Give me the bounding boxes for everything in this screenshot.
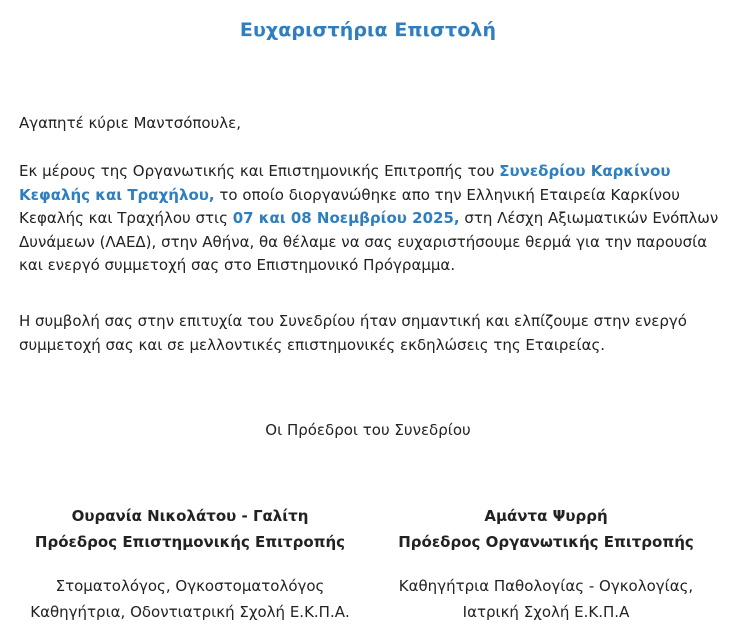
letter-paragraph-2: Η συμβολή σας στην επιτυχία του Συνεδρίου ήταν σημαντική και ελπίζουμε στην ενεργό συμμετοχή σας και σε μελλοντικές επιστημονικές εκδηλώσεις της Εταιρείας. — [19, 312, 687, 354]
congress-dates-highlight: 07 και 08 Νοεμβρίου 2025, — [232, 209, 460, 227]
affiliation-line: Στοματολόγος, Ογκοστοματολόγος — [55, 577, 325, 595]
signature-block-left — [20, 503, 360, 625]
affiliation-line: Καθηγήτρια Παθολογίας - Ογκολογίας, — [398, 577, 694, 595]
signatory-affiliation — [376, 573, 716, 625]
letter-paragraph-1 — [19, 160, 719, 278]
signatory-name: Ουρανία Νικολάτου - Γαλίτη — [71, 507, 309, 525]
letter-title: Ευχαριστήρια Επιστολή — [239, 19, 497, 41]
signature-block-right — [376, 503, 716, 625]
signatory-affiliation — [20, 573, 360, 625]
letter-closing: Οι Πρόεδροι του Συνεδρίου — [265, 421, 471, 439]
paragraph-1-text-part3: στη Λέσχη Αξιωματικών Ενόπλων Δυνάμεων (ΛΑΕΔ), στην Αθήνα, θα θέλαμε να σας ευχαριστήσουμε θερμά για την παρουσία και ενεργό συμμετοχή σας στο Επιστημονικό Πρόγραμμα. — [19, 209, 719, 274]
signatory-name: Αμάντα Ψυρρή — [484, 507, 608, 525]
paragraph-1-text-part1: Εκ μέρους της Οργανωτικής και Επιστημονικής Επιτροπής του — [19, 162, 500, 180]
paragraph-1-text-part2: το οποίο διοργανώθηκε απο την Ελληνική Εταιρεία Καρκίνου Κεφαλής και Τραχήλου στις — [19, 185, 680, 227]
congress-name-highlight: Συνεδρίου Καρκίνου Κεφαλής και Τραχήλου, — [19, 162, 671, 204]
signatory-role: Πρόεδρος Οργανωτικής Επιτροπής — [398, 533, 694, 551]
signatory-role: Πρόεδρος Επιστημονικής Επιτροπής — [34, 533, 346, 551]
letter-greeting: Αγαπητέ κύριε Μαντσόπουλε, — [19, 114, 242, 132]
affiliation-line: Ιατρική Σχολή Ε.Κ.Π.Α — [462, 603, 630, 621]
affiliation-line: Καθηγήτρια, Οδοντιατρική Σχολή Ε.Κ.Π.Α. — [30, 603, 350, 621]
